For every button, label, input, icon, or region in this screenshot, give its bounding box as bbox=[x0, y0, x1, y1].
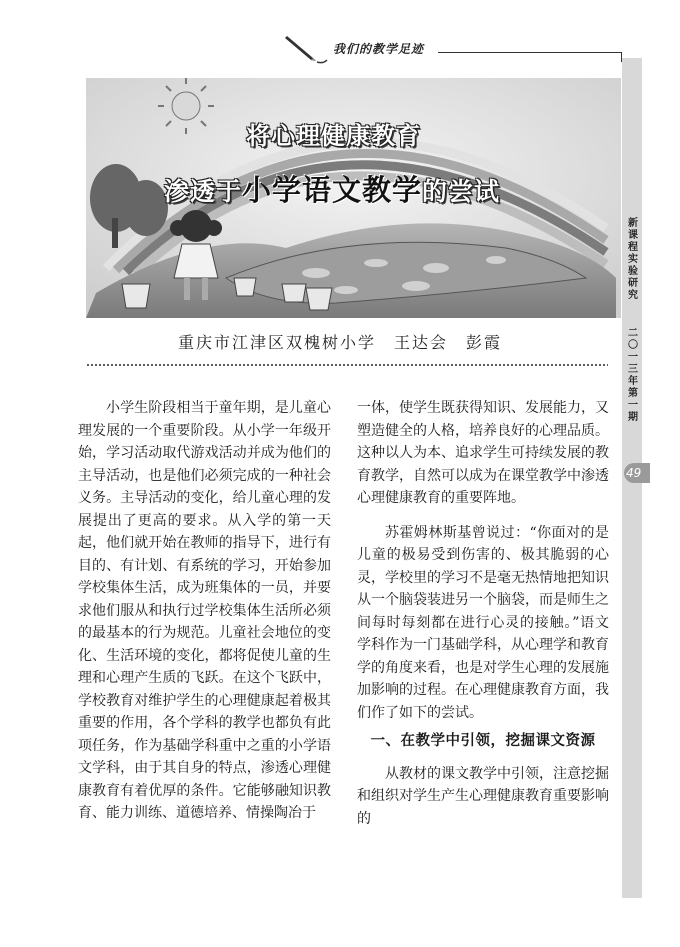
title-suffix: 的尝试 bbox=[422, 177, 501, 206]
pen-icon bbox=[283, 34, 329, 64]
section-title: 我们的教学足迹 bbox=[333, 42, 425, 56]
byline: 重庆市江津区双槐树小学 王达会 彭霞 bbox=[177, 333, 502, 352]
paragraph: 从教材的课文教学中引领，注意挖掘和组织对学生产生心理健康教育重要影响的 bbox=[357, 765, 609, 827]
right-column bbox=[357, 397, 609, 830]
paragraph-continuation: 一体，使学生既获得知识、发展能力，又塑造健全的人格，培养良好的心理品质。这种以人为本、追求学生可持续发展的教育教学，自然可以成为在课堂教学中渗透心理健康教育的重要阵地。 bbox=[357, 400, 609, 506]
article-title-line1: 将心理健康教育 bbox=[246, 122, 421, 150]
title-prefix: 渗透于 bbox=[164, 177, 243, 206]
journal-name: 新课程实验研究 bbox=[628, 218, 638, 301]
paragraph: 苏霍姆林斯基曾说过：“你面对的是儿童的极易受到伤害的、极其脆弱的心灵，学校里的学习不是毫无热情地把知识从一个脑袋装进另一个脑袋，而是师生之间每时每刻都在进行心灵的接触。”语文学科作为一门基础学科，从心理学和教育学的角度来看，也是对学生心理的发展施加影响的过程。在心理健康教育方面，我们作了如下的尝试。 bbox=[357, 524, 609, 721]
header-rule bbox=[438, 52, 622, 53]
left-column bbox=[78, 397, 331, 825]
dotted-divider bbox=[86, 363, 608, 367]
article-title-line2 bbox=[164, 168, 500, 209]
issue-label: 二〇一三年第一期 bbox=[628, 328, 638, 423]
page-number: 49 bbox=[626, 466, 642, 480]
paragraph: 小学生阶段相当于童年期，是儿童心理发展的一个重要阶段。从小学一年级开始，学习活动取代游戏活动并成为他们的主导活动，也是他们必须完成的一种社会义务。主导活动的变化，给儿童心理的发展提出了更高的要求。从入学的第一天起，他们就开始在教师的指导下，进行有目的、有计划、有系统的学习，开始参加学校集体生活，成为班集体的一员，并要求他们服从和执行过学校集体生活所必须的最基本的行为规范。儿童社会地位的变化、生活环境的变化，都将促使儿童的生理和心理产生质的飞跃。在这个飞跃中，学校教育对维护学生的心理健康起着极其重要的作用，各个学科的教学也都负有此项任务，作为基础学科重中之重的小学语文学科，由于其自身的特点，渗透心理健康教育有着优厚的条件。它能够融知识教育、能力训练、道德培养、情操陶冶于 bbox=[78, 400, 331, 821]
title-emphasis: 小学语文教学 bbox=[242, 173, 423, 207]
section-heading: 一、在教学中引领，挖掘课文资源 bbox=[370, 733, 596, 749]
